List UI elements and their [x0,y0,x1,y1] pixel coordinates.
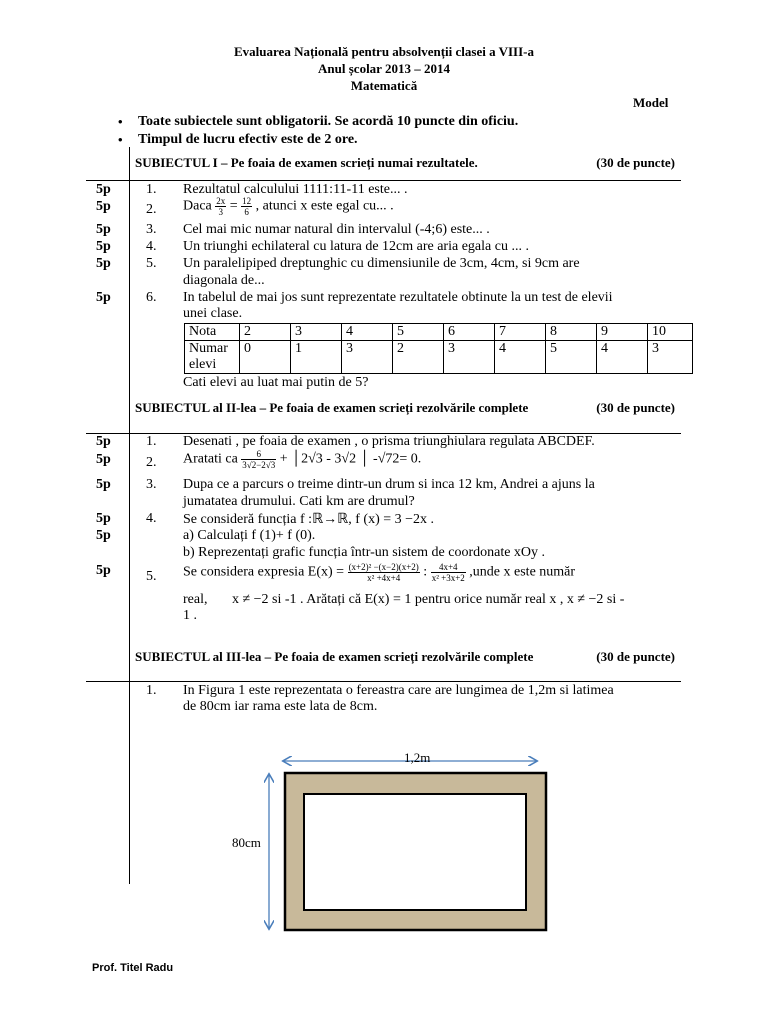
grades-table [184,323,693,374]
model-label: Model [633,95,669,110]
item-points: 5p [96,511,111,526]
item-text: Se consideră funcția f :ℝ→ℝ, f (x) = 3 −2x . [183,512,435,527]
table-cell: 4 [342,324,393,341]
table-cell: 4 [597,341,648,374]
fraction: $\frac{2x}{3}$ [216,196,226,217]
item-points: 5p [96,256,111,271]
item-text: In tabelul de mai jos sunt reprezentate rezultatele obtinute la un test de elevii [183,290,613,305]
section-2-header [135,400,680,416]
author-footer: Prof. Titel Radu [92,962,174,974]
item-points: 5p [96,182,111,197]
section-2-title: SUBIECTUL al II-lea – Pe foaia de examen scrieți rezolvările complete [135,400,529,415]
item-number: 1. [146,434,157,449]
table-cell: 1 [291,341,342,374]
item-text: Rezultatul calculului 1111:11-11 este... . [183,182,408,197]
section-3-header [135,649,680,665]
section-1-header [135,155,680,171]
fraction: $\frac{12}{6}$ [242,196,252,217]
fraction: $\frac{6}{3√2-2√3}$ [242,449,276,470]
item-text: a) Calculați f (1)+ f (0). [183,528,316,543]
table-cell: 3 [444,341,495,374]
item-points: 5p [96,452,111,467]
item-points: 5p [96,563,111,578]
item-points: 5p [96,434,111,449]
item-text: Cel mai mic numar natural din intervalul (-4;6) este... . [183,222,490,237]
height-label: 80cm [232,835,261,850]
item-text-cont: unei clase. [183,306,243,321]
fraction: $\frac{4x+4}{\text{x² +3x+2}}$ [431,562,465,583]
item-number: 6. [146,290,157,305]
table-cell: 2 [240,324,291,341]
item-text: Daca $\frac{2x}{3}$ = $\frac{12}{6}$ , atunci x este egal cu... . [183,196,394,217]
window-figure [230,740,560,940]
section-3-rule [86,681,681,682]
item-number: 3. [146,222,157,237]
table-cell: 9 [597,324,648,341]
vertical-divider [129,147,130,884]
section-2-points: (30 de puncte) [596,400,675,415]
table-row [185,341,693,374]
item-text-cont: real, x ≠ −2 si -1 . Arătați că E(x) = 1 pentru orice număr real x , x ≠ −2 si - [183,592,625,607]
item-text: Se considera expresia E(x) = $\frac{\text{(x+2)² −(x−2)(x+2)}}{\text{x² +4x+4}}$ : $\frac{4x+4}{\text{x² +3x+2}}$ ,unde x este număr [183,562,576,583]
item-text-cont: diagonala de... [183,273,265,288]
item-number: 5. [146,256,157,271]
section-3-title: SUBIECTUL al III-lea – Pe foaia de examen scrieți rezolvările complete [135,649,534,664]
item-text: b) Reprezentați grafic funcția într-un sistem de coordonate xOy . [183,545,546,560]
item-text: Un paralelipiped dreptunghic cu dimensiunile de 3cm, 4cm, si 9cm are [183,256,580,271]
section-3-points: (30 de puncte) [596,649,675,664]
item-number: 1. [146,683,157,698]
subject-name: Matematică [350,78,418,93]
item-number: 1. [146,182,157,197]
bullet-dot-icon: • [118,132,123,147]
section-1-title: SUBIECTUL I – Pe foaia de examen scrieți numai rezultatele. [135,155,478,170]
section-1-points: (30 de puncte) [596,155,675,170]
item-points: 5p [96,239,111,254]
table-cell: 8 [546,324,597,341]
table-cell: 5 [393,324,444,341]
table-cell: 5 [546,341,597,374]
item-points: 5p [96,477,111,492]
item-points: 5p [96,528,111,543]
item-number: 4. [146,239,157,254]
item-points: 5p [96,290,111,305]
exam-title: Evaluarea Națională pentru absolvenții clasei a VIII-a [234,44,534,59]
item-text: Desenati , pe foaia de examen , o prisma triunghiulara regulata ABCDEF. [183,434,595,449]
section-1-rule [86,180,681,181]
item-points: 5p [96,222,111,237]
item-number: 3. [146,477,157,492]
item-text: Aratati ca $\frac{6}{3√2-2√3}$ + │2√3 - 3√2 │ -√72= 0. [183,449,422,470]
table-cell: Numar elevi [185,341,240,374]
item-number: 2. [146,202,157,217]
bullet-dot-icon: • [118,114,123,129]
item-text-cont: jumatatea drumului. Cati km are drumul? [183,494,415,509]
table-row [185,324,693,341]
table-cell: 2 [393,341,444,374]
table-cell: 7 [495,324,546,341]
table-cell: Nota [185,324,240,341]
width-label: 1,2m [404,750,431,765]
table-cell: 6 [444,324,495,341]
table-cell: 3 [291,324,342,341]
item-text-cont: 1 . [183,608,197,623]
table-cell: 0 [240,341,291,374]
school-year: Anul școlar 2013 – 2014 [318,61,450,76]
item-text-cont: de 80cm iar rama este lata de 8cm. [183,699,378,714]
table-question: Cati elevi au luat mai putin de 5? [183,375,369,390]
item-number: 4. [146,511,157,526]
table-cell: 10 [648,324,693,341]
item-number: 5. [146,569,157,584]
table-cell: 3 [342,341,393,374]
item-text: Un triunghi echilateral cu latura de 12cm are aria egala cu ... . [183,239,529,254]
item-number: 2. [146,455,157,470]
window-glass [304,794,526,910]
table-cell: 3 [648,341,693,374]
table-cell: 4 [495,341,546,374]
item-text: In Figura 1 este reprezentata o fereastra care are lungimea de 1,2m si latimea [183,683,614,698]
item-text: Dupa ce a parcurs o treime dintr-un drum si inca 12 km, Andrei a ajuns la [183,477,595,492]
item-points: 5p [96,199,111,214]
fraction: $\frac{\text{(x+2)² −(x−2)(x+2)}}{\text{x² +4x+4}}$ [348,562,419,583]
